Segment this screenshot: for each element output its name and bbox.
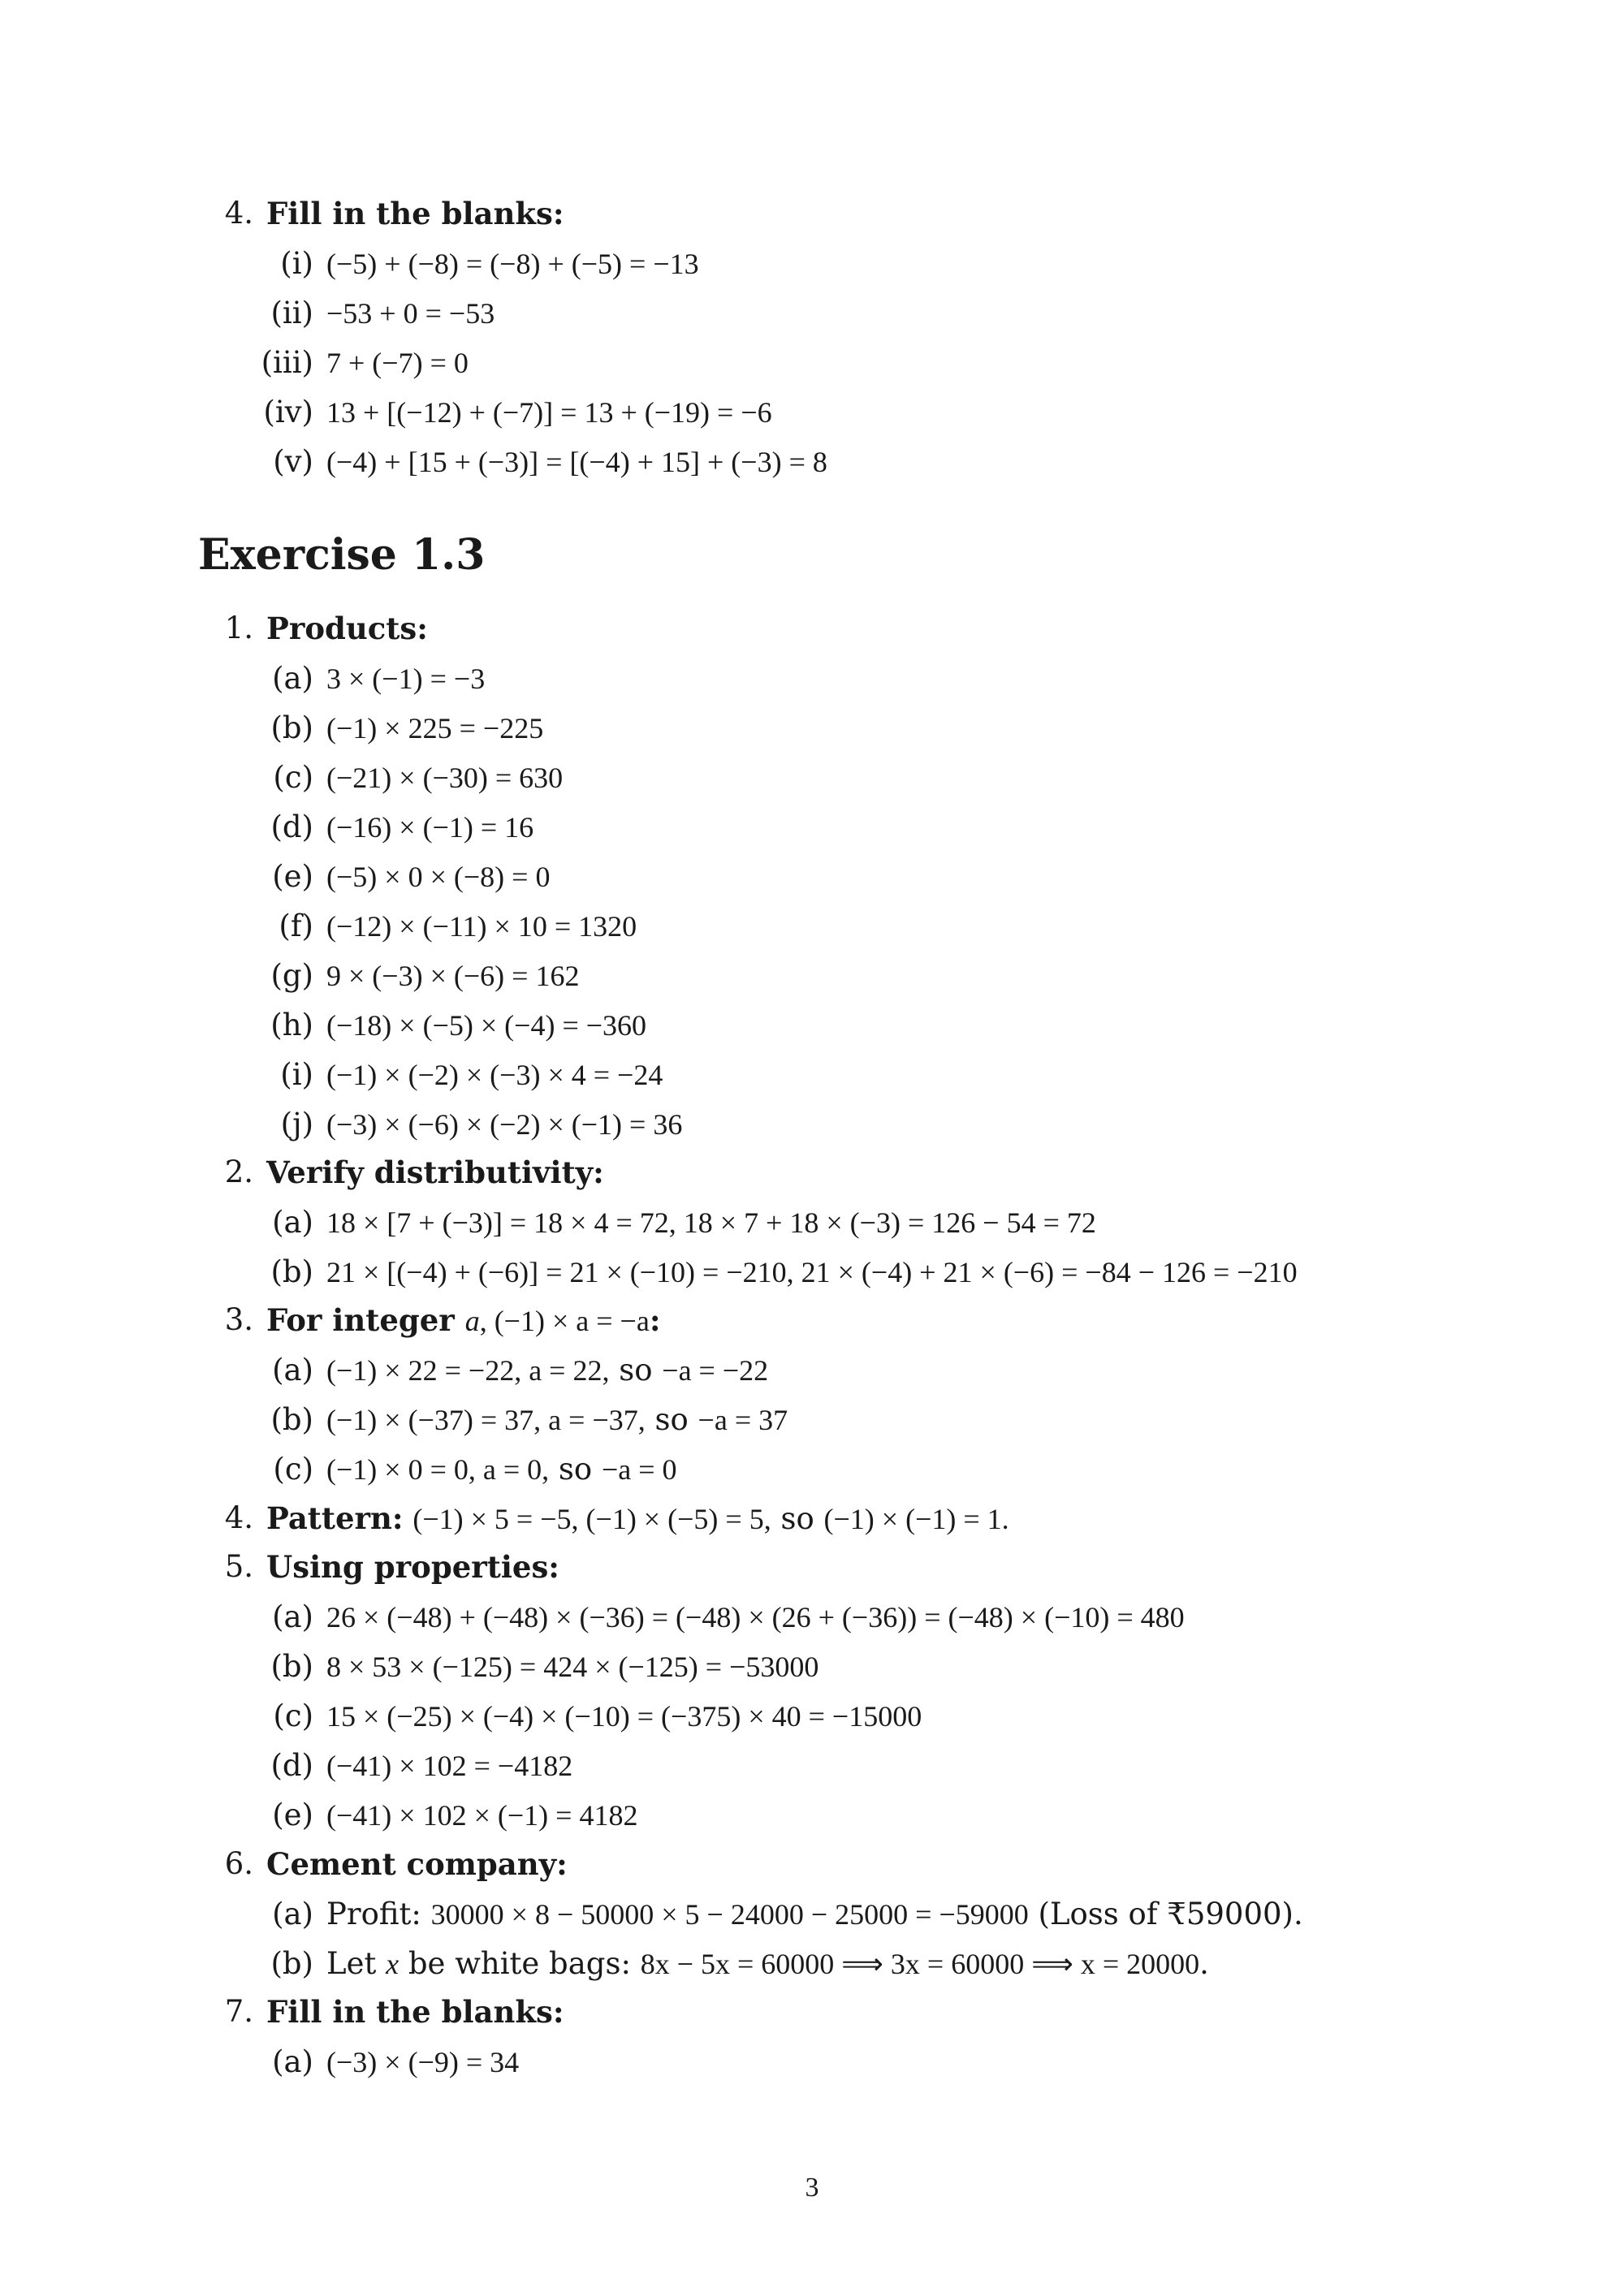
item-math: 9 × (−3) × (−6) = 162 bbox=[326, 960, 580, 992]
item-math: (−18) × (−5) × (−4) = −360 bbox=[326, 1009, 647, 1042]
item-text: so bbox=[609, 1353, 663, 1388]
item-math: (−16) × (−1) = 16 bbox=[326, 811, 534, 844]
item-label: (b) bbox=[270, 1254, 313, 1289]
item-label: (e) bbox=[272, 1798, 313, 1832]
item-text: Let bbox=[326, 1946, 387, 1981]
title-colon: : bbox=[649, 1302, 661, 1338]
item-math: (−5) × 0 × (−8) = 0 bbox=[326, 861, 551, 893]
question-title: Cement company: bbox=[266, 1846, 568, 1882]
title-math: (−1) × a = −a bbox=[494, 1305, 650, 1337]
title-math: a bbox=[464, 1305, 480, 1337]
question-title: Fill in the blanks: bbox=[266, 196, 564, 231]
item-label: (g) bbox=[270, 958, 313, 993]
item-math: 30000 × 8 − 50000 × 5 − 24000 − 25000 = −59000 bbox=[430, 1898, 1029, 1931]
item-label: (iii) bbox=[261, 345, 313, 380]
item-label: (c) bbox=[273, 1698, 313, 1733]
item-label: (a) bbox=[272, 1205, 313, 1240]
item-math: −a = 37 bbox=[698, 1404, 788, 1436]
question-title: Using properties: bbox=[266, 1549, 559, 1585]
item-label: (i) bbox=[280, 246, 313, 281]
item-math: (−1) × 5 = −5, (−1) × (−5) = 5, bbox=[412, 1503, 771, 1535]
question-number: 4. bbox=[224, 196, 253, 231]
question-number: 2. bbox=[224, 1154, 253, 1189]
question-title: Verify distributivity: bbox=[266, 1154, 604, 1190]
item-label: (f) bbox=[279, 908, 313, 943]
item-text: be white bags: bbox=[399, 1946, 641, 1981]
item-label: (a) bbox=[272, 1353, 313, 1388]
question-title: Pattern: bbox=[266, 1500, 404, 1536]
item-math: −a = 0 bbox=[601, 1453, 677, 1486]
item-math: (−3) × (−6) × (−2) × (−1) = 36 bbox=[326, 1108, 683, 1141]
item-label: (c) bbox=[273, 760, 313, 795]
question-number: 6. bbox=[224, 1846, 253, 1881]
item-label: (e) bbox=[272, 859, 313, 894]
item-math: −a = −22 bbox=[662, 1354, 769, 1387]
item-label: (j) bbox=[280, 1107, 313, 1142]
item-math: (−3) × (−9) = 34 bbox=[326, 2046, 520, 2078]
item-math: 26 × (−48) + (−48) × (−36) = (−48) × (26 + (−36)) = (−48) × (−10) = 480 bbox=[326, 1601, 1185, 1634]
item-label: (a) bbox=[272, 2044, 313, 2079]
item-math: 7 + (−7) = 0 bbox=[326, 347, 469, 379]
item-text: so bbox=[549, 1452, 602, 1487]
page-number: 3 bbox=[805, 2173, 819, 2203]
item-label: (i) bbox=[280, 1057, 313, 1092]
item-label: (d) bbox=[270, 1748, 313, 1783]
item-label: (h) bbox=[270, 1008, 313, 1042]
item-math: −53 + 0 = −53 bbox=[326, 297, 495, 330]
item-math: (−12) × (−11) × 10 = 1320 bbox=[326, 910, 637, 943]
item-text: so bbox=[645, 1402, 698, 1437]
item-math: (−1) × (−1) = 1. bbox=[823, 1503, 1009, 1535]
item-text: so bbox=[771, 1501, 824, 1536]
question-number: 5. bbox=[224, 1549, 253, 1584]
item-text: (Loss of ₹59000). bbox=[1028, 1897, 1303, 1931]
item-label: (b) bbox=[270, 1946, 313, 1981]
item-label: (iv) bbox=[263, 395, 313, 429]
item-label: (b) bbox=[270, 1402, 313, 1437]
item-label: (a) bbox=[272, 1897, 313, 1931]
item-math: (−21) × (−30) = 630 bbox=[326, 762, 564, 794]
item-label: (v) bbox=[273, 444, 313, 479]
item-label: (b) bbox=[270, 1649, 313, 1684]
item-math: (−1) × 225 = −225 bbox=[326, 712, 544, 744]
item-math: 15 × (−25) × (−4) × (−10) = (−375) × 40 = −15000 bbox=[326, 1700, 922, 1733]
title-sep: , bbox=[479, 1305, 495, 1337]
item-math: (−1) × (−37) = 37, a = −37, bbox=[326, 1404, 646, 1436]
question-number: 3. bbox=[224, 1302, 253, 1337]
question-number: 7. bbox=[224, 1994, 253, 2029]
item-label: (ii) bbox=[270, 296, 313, 330]
item-text: . bbox=[1199, 1946, 1209, 1981]
item-math: (−5) + (−8) = (−8) + (−5) = −13 bbox=[326, 248, 699, 280]
item-label: (c) bbox=[273, 1452, 313, 1487]
item-math: (−41) × 102 = −4182 bbox=[326, 1750, 573, 1782]
item-label: (b) bbox=[270, 710, 313, 745]
question-title: Products: bbox=[266, 611, 428, 646]
item-math: x bbox=[386, 1948, 400, 1980]
item-text: Profit: bbox=[326, 1897, 431, 1931]
item-math: (−1) × 0 = 0, a = 0, bbox=[326, 1453, 550, 1486]
item-label: (a) bbox=[272, 1599, 313, 1634]
item-math: 8x − 5x = 60000 ⟹ 3x = 60000 ⟹ x = 20000 bbox=[640, 1948, 1200, 1980]
item-math: 3 × (−1) = −3 bbox=[326, 662, 486, 695]
item-math: 18 × [7 + (−3)] = 18 × 4 = 72, 18 × 7 + 18 × (−3) = 126 − 54 = 72 bbox=[326, 1206, 1096, 1239]
question-title: Fill in the blanks: bbox=[266, 1994, 564, 2030]
item-math: (−1) × (−2) × (−3) × 4 = −24 bbox=[326, 1059, 663, 1091]
item-math: 8 × 53 × (−125) = 424 × (−125) = −53000 bbox=[326, 1651, 819, 1683]
question-title bbox=[266, 1302, 661, 1339]
exercise-heading: Exercise 1.3 bbox=[198, 530, 486, 580]
item-math: (−4) + [15 + (−3)] = [(−4) + 15] + (−3) = 8 bbox=[326, 446, 827, 478]
item-label: (d) bbox=[270, 809, 313, 844]
item-label: (a) bbox=[272, 661, 313, 696]
item-math: 21 × [(−4) + (−6)] = 21 × (−10) = −210, 21 × (−4) + 21 × (−6) = −84 − 126 = −210 bbox=[326, 1256, 1298, 1288]
item-math: (−41) × 102 × (−1) = 4182 bbox=[326, 1799, 638, 1832]
question-number: 4. bbox=[224, 1500, 253, 1535]
question-number: 1. bbox=[224, 611, 253, 645]
title-text: For integer bbox=[266, 1302, 465, 1338]
item-math: 13 + [(−12) + (−7)] = 13 + (−19) = −6 bbox=[326, 396, 772, 429]
item-math: (−1) × 22 = −22, a = 22, bbox=[326, 1354, 610, 1387]
